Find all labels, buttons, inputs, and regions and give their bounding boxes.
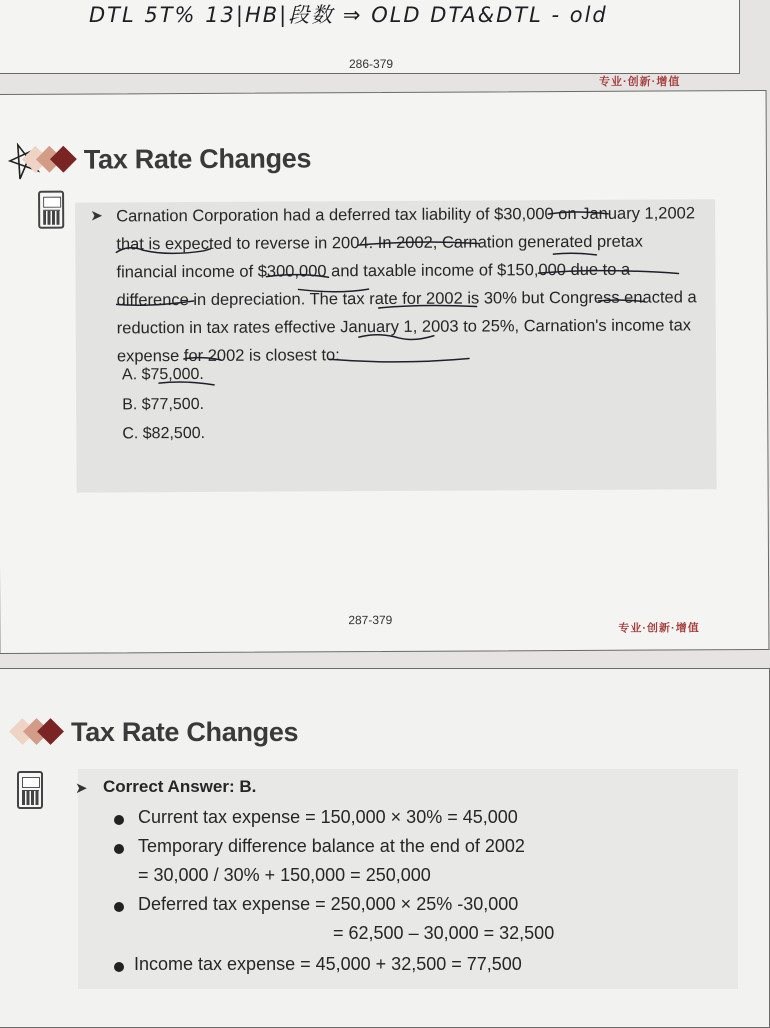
income-tax-line: Income tax expense = 45,000 + 32,500 = 77,500 bbox=[134, 954, 522, 974]
answer-slide bbox=[0, 668, 770, 1028]
handwritten-note: DTL 5T% 13|HB|段数 ⇒ OLD DTA&DTL - old bbox=[89, 3, 608, 27]
slide-title-row bbox=[0, 715, 298, 749]
question-slide bbox=[0, 90, 769, 654]
arrow-bullet-icon: ➤ bbox=[90, 207, 103, 225]
brand-slogan: 专业·创新·增值 bbox=[618, 622, 700, 635]
bullet-icon bbox=[114, 902, 124, 912]
bullet-icon bbox=[114, 962, 124, 972]
calculator-icon bbox=[38, 191, 64, 229]
correct-answer-heading: Correct Answer: B. bbox=[103, 777, 257, 796]
option-a: A. $75,000. bbox=[121, 365, 204, 384]
brand-slogan: 专业·创新·增值 bbox=[599, 76, 681, 88]
deferred-tax-line: Deferred tax expense = 250,000 × 25% -30,000 bbox=[138, 894, 519, 914]
current-tax-line: Current tax expense = 150,000 × 30% = 45,000 bbox=[138, 807, 518, 827]
deferred-tax-calc: = 62,500 – 30,000 = 32,500 bbox=[333, 923, 555, 943]
previous-slide bbox=[0, 0, 740, 88]
question-text: Carnation Corporation had a deferred tax liability of $30,000 on January 1,2002 that is expected to reverse in 2004. In 2002, Carnation generated pretax financial income of $300,000 and taxable income of $150,000 due to a difference in depreciation. The tax rate for 2002 is 30% but Congress enacted a reduction in tax rates effective January 1, 2003 to 25%, Carnation's income tax expense for 2002 is closest to: bbox=[116, 204, 697, 366]
slide-title: Tax Rate Changes bbox=[83, 142, 312, 175]
temp-difference-line: Temporary difference balance at the end of 2002 bbox=[138, 836, 525, 856]
temp-difference-calc: = 30,000 / 30% + 150,000 = 250,000 bbox=[138, 865, 431, 885]
slide-title: Tax Rate Changes bbox=[71, 716, 299, 747]
page-number: 286-379 bbox=[349, 57, 394, 71]
diamonds-icon bbox=[12, 143, 84, 177]
arrow-bullet-icon: ➤ bbox=[75, 780, 88, 797]
option-b: B. $77,500. bbox=[122, 395, 205, 414]
slide-title-row bbox=[12, 141, 311, 177]
page-number: 287-379 bbox=[348, 612, 393, 628]
diamonds-icon bbox=[0, 715, 71, 749]
bullet-icon bbox=[114, 815, 124, 825]
bullet-icon bbox=[114, 844, 124, 854]
option-c: C. $82,500. bbox=[122, 424, 206, 443]
calculator-icon bbox=[17, 771, 43, 809]
